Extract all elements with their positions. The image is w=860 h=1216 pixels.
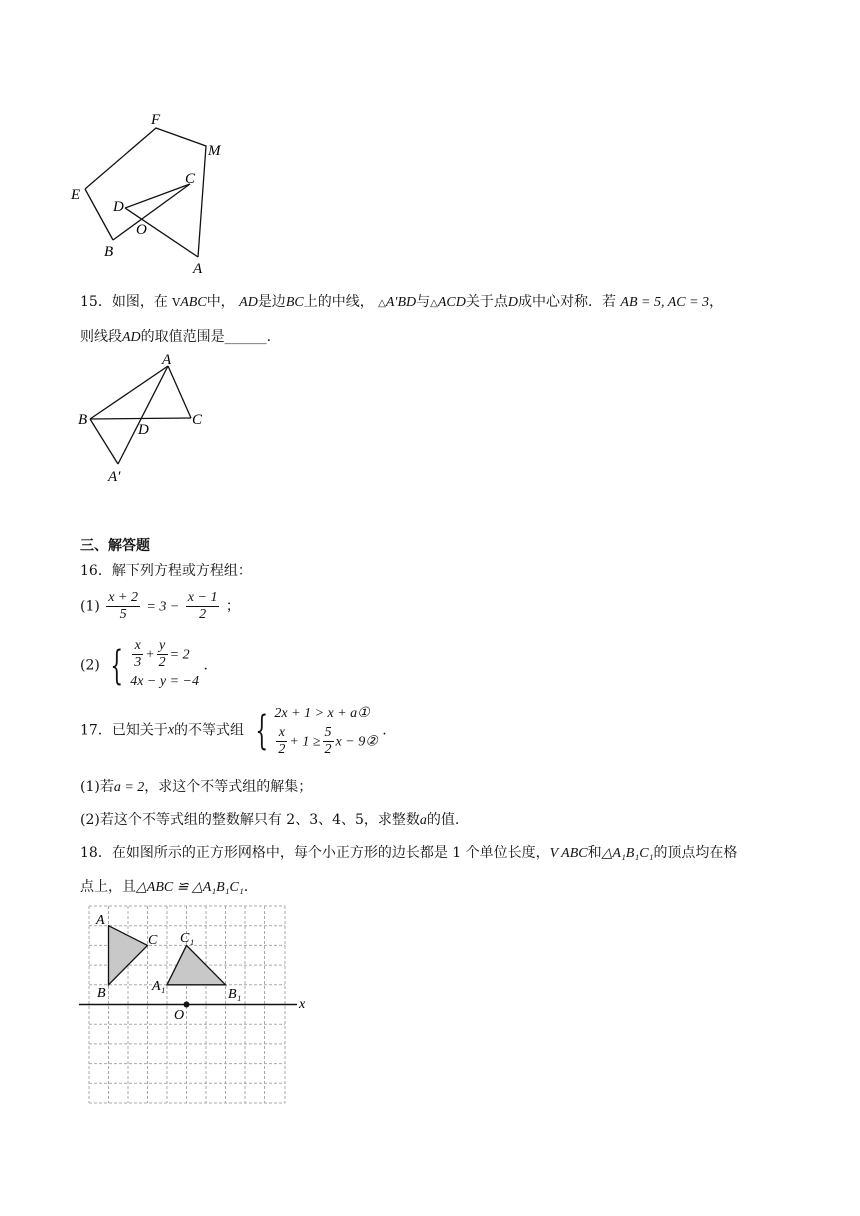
q16-part1: (1) $\frac{x + 2}{5}$ = 3 − $\frac{x - 1}{2}$ ； (80, 590, 240, 622)
q18-line1: 18．在如图所示的正方形网格中，每个小正方形的边长都是 1 个单位长度，V ABC和△A₁B₁C₁的顶点均在格 (80, 845, 738, 861)
triangle-abc (109, 926, 148, 985)
x-axis-label: x (299, 997, 306, 1012)
label-B: B (97, 986, 106, 1001)
q15-line2: 则线段AD的取值范围是______. (80, 329, 272, 345)
label-B: B (78, 412, 88, 428)
label-O: O (136, 222, 147, 238)
origin-dot (184, 1002, 190, 1008)
q17-stem: 17．已知关于x的不等式组 { 2x + 1 > x + a① $\frac{x}{2}$ + 1 ≥ $\frac{5}{2}$ x − 9② . (80, 706, 387, 757)
label-B: B (104, 244, 114, 260)
label-A: A (162, 352, 172, 368)
label-A: A (193, 261, 203, 277)
label-A-prime: A′ (108, 469, 121, 485)
figure-q15 (76, 352, 216, 492)
label-E: E (71, 187, 81, 203)
q17-part2: (2)若这个不等式组的整数解只有 2、3、4、5，求整数a的值. (80, 812, 460, 828)
label-M: M (208, 143, 221, 159)
section-title: 三、解答题 (80, 538, 150, 554)
label-C1: C₁ (180, 931, 195, 946)
label-B1: B₁ (228, 987, 242, 1002)
label-C: C (148, 933, 158, 948)
label-O: O (174, 1008, 185, 1023)
label-C: C (192, 412, 203, 428)
figure-q14 (70, 105, 250, 280)
q18-line2: 点上，且△ABC ≌ △A₁B₁C₁. (80, 879, 249, 895)
label-A1: A₁ (152, 979, 166, 994)
q16-title: 16．解下列方程或方程组： (80, 563, 252, 579)
q17-part1: (1)若a = 2，求这个不等式组的解集； (80, 779, 313, 795)
label-D: D (113, 199, 124, 215)
figure-q18-grid (75, 900, 315, 1110)
q15-line1: 15．如图，在 VABC中， AD是边BC上的中线， △A′BD与△ACD关于点D成中心对称．若 AB = 5, AC = 3， (80, 294, 724, 310)
label-A: A (96, 913, 105, 928)
label-D: D (138, 422, 149, 438)
q16-part2: (2) { $\frac{x}{3}$ + $\frac{y}{2}$ = 2 4x − y = −4 . (80, 638, 208, 689)
label-C: C (185, 171, 196, 187)
label-F: F (151, 112, 161, 128)
